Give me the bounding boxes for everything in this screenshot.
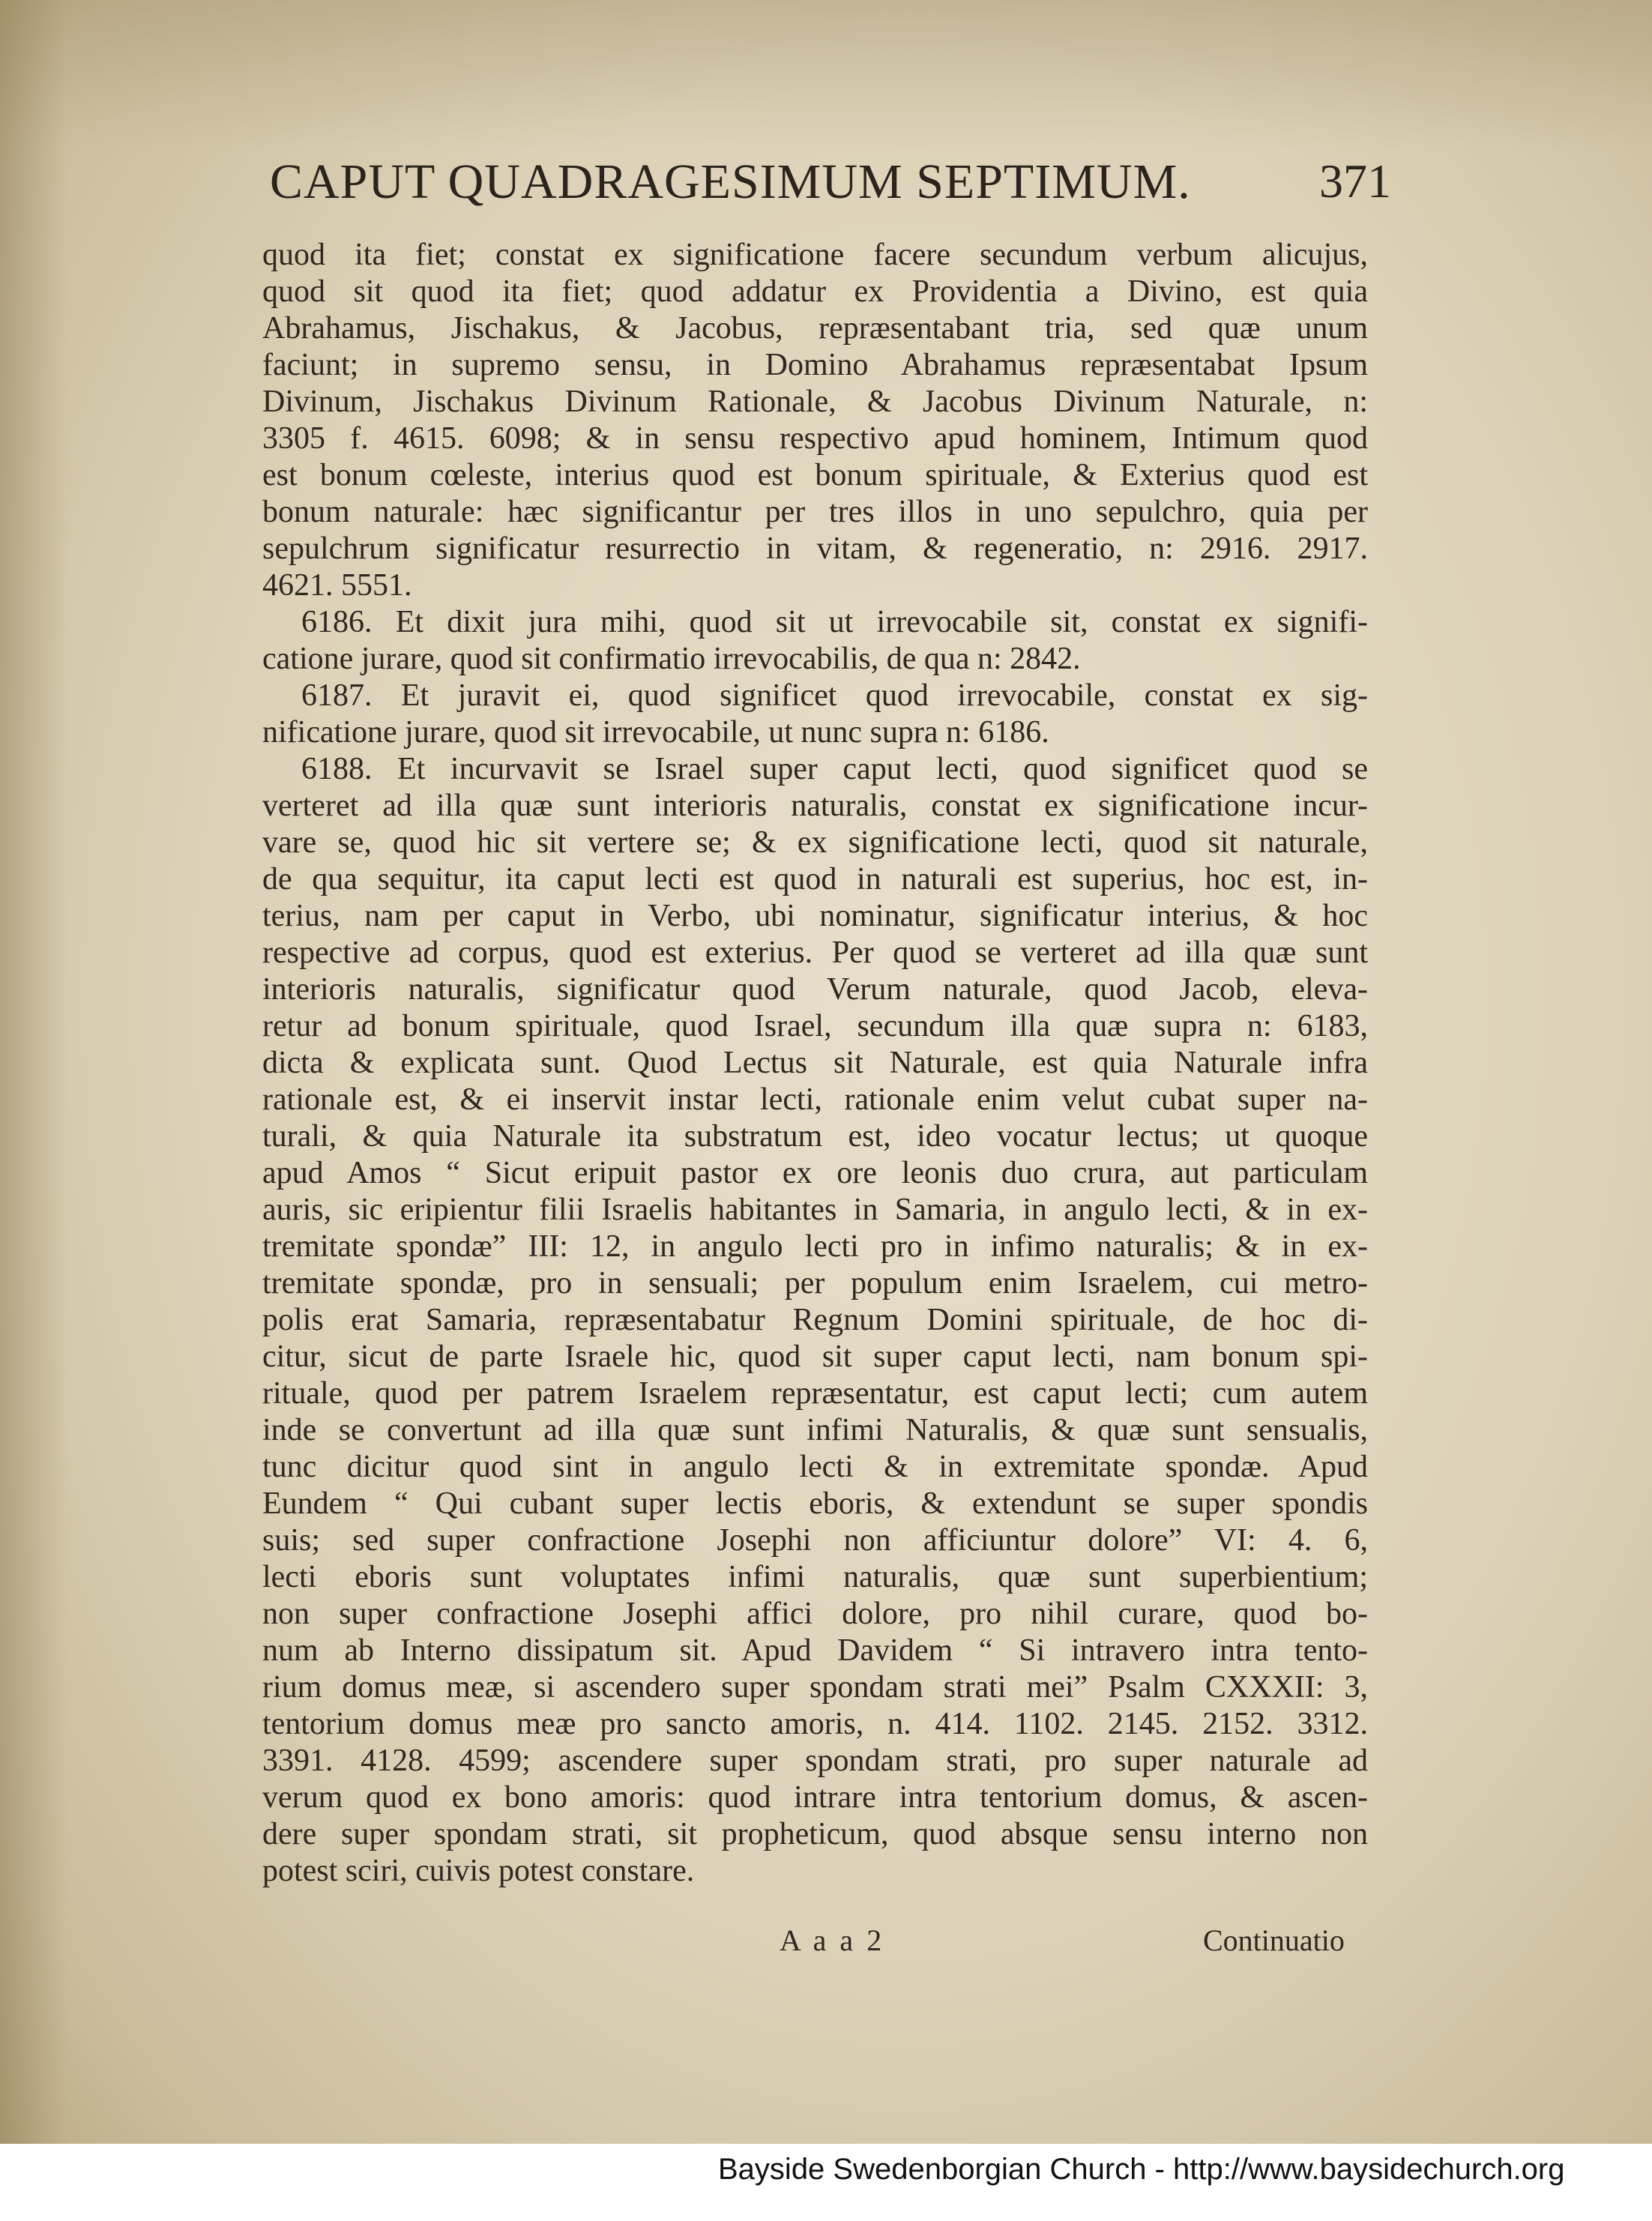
text-line: nificatione jurare, quod sit irrevocabile, ut nunc supra n: 6186. bbox=[262, 715, 1049, 750]
text-line: retur ad bonum spirituale, quod Israel, secundum illa quæ supra n: 6183, bbox=[262, 1009, 1368, 1043]
text-line: polis erat Samaria, repræsentabatur Regnum Domini spirituale, de hoc di- bbox=[262, 1303, 1368, 1337]
text-line: Abrahamus, Jischakus, & Jacobus, repræsentabant tria, sed quæ unum bbox=[262, 311, 1368, 346]
watermark-text: Bayside Swedenborgian Church - http://www.baysidechurch.org bbox=[718, 2153, 1565, 2186]
text-line: dicta & explicata sunt. Quod Lectus sit Naturale, est quia Naturale infra bbox=[262, 1046, 1368, 1080]
body-text bbox=[262, 237, 1368, 1890]
text-line: terius, nam per caput in Verbo, ubi nominatur, significatur interius, & hoc bbox=[262, 899, 1368, 933]
text-line: inde se convertunt ad illa quæ sunt infimi Naturalis, & quæ sunt sensualis, bbox=[262, 1413, 1368, 1447]
text-line: Eundem “ Qui cubant super lectis eboris, & extendunt se super spondis bbox=[262, 1486, 1368, 1521]
text-line: citur, sicut de parte Israele hic, quod sit super caput lecti, nam bonum spi- bbox=[262, 1339, 1368, 1374]
catchword: Continuatio bbox=[1203, 1923, 1345, 1957]
text-line: tentorium domus meæ pro sancto amoris, n. 414. 1102. 2145. 2152. 3312. bbox=[262, 1707, 1368, 1741]
text-line: verteret ad illa quæ sunt interioris naturalis, constat ex significatione incur- bbox=[262, 789, 1368, 823]
text-line: bonum naturale: hæc significantur per tres illos in uno sepulchro, quia per bbox=[262, 495, 1368, 529]
page-shadow-left bbox=[0, 0, 67, 2221]
text-line: tremitate spondæ” III: 12, in angulo lecti pro in infimo naturalis; & in ex- bbox=[262, 1229, 1368, 1264]
text-line: num ab Interno dissipatum sit. Apud Davidem “ Si intravero intra tento- bbox=[262, 1633, 1368, 1668]
text-line: interioris naturalis, significatur quod Verum naturale, quod Jacob, eleva- bbox=[262, 972, 1368, 1007]
text-line: dere super spondam strati, sit propheticum, quod absque sensu interno non bbox=[262, 1817, 1368, 1851]
text-line: Divinum, Jischakus Divinum Rationale, & Jacobus Divinum Naturale, n: bbox=[262, 385, 1368, 419]
running-title: CAPUT QUADRAGESIMUM SEPTIMUM. bbox=[270, 154, 1191, 209]
text-line: quod sit quod ita fiet; quod addatur ex Providentia a Divino, est quia bbox=[262, 274, 1368, 309]
page-number: 371 bbox=[1319, 154, 1391, 208]
text-line: tremitate spondæ, pro in sensuali; per populum enim Israelem, cui metro- bbox=[262, 1266, 1368, 1301]
text-line: quod ita fiet; constat ex significatione facere secundum verbum alicujus, bbox=[262, 238, 1368, 272]
text-line: rationale est, & ei inservit instar lecti, rationale enim velut cubat super na- bbox=[262, 1082, 1368, 1117]
text-line: 3391. 4128. 4599; ascendere super spondam strati, pro super naturale ad bbox=[262, 1744, 1368, 1778]
text-line: auris, sic eripientur filii Israelis habitantes in Samaria, in angulo lecti, & in ex- bbox=[262, 1193, 1368, 1227]
text-line: lecti eboris sunt voluptates infimi naturalis, quæ sunt superbientium; bbox=[262, 1560, 1368, 1594]
text-line: potest sciri, cuivis potest constare. bbox=[262, 1854, 695, 1888]
paragraph-6188-line: 6188. Et incurvavit se Israel super caput lecti, quod significet quod se bbox=[301, 752, 1368, 786]
text-line: turali, & quia Naturale ita substratum est, ideo vocatur lectus; ut quoque bbox=[262, 1119, 1368, 1154]
paragraph-6186-line: 6186. Et dixit jura mihi, quod sit ut irrevocabile sit, constat ex signifi- bbox=[301, 605, 1368, 639]
text-line: suis; sed super confractione Josephi non afficiuntur dolore” VI: 4. 6, bbox=[262, 1523, 1368, 1558]
text-line: est bonum cœleste, interius quod est bonum spirituale, & Exterius quod est bbox=[262, 458, 1368, 492]
text-line: non super confractione Josephi affici dolore, pro nihil curare, quod bo- bbox=[262, 1597, 1368, 1631]
text-line: apud Amos “ Sicut eripuit pastor ex ore leonis duo crura, aut particulam bbox=[262, 1156, 1368, 1190]
text-line: vare se, quod hic sit vertere se; & ex significatione lecti, quod sit naturale, bbox=[262, 825, 1368, 860]
text-line: respective ad corpus, quod est exterius. Per quod se verteret ad illa quæ sunt bbox=[262, 935, 1368, 970]
text-line: sepulchrum significatur resurrectio in vitam, & regeneratio, n: 2916. 2917. bbox=[262, 531, 1368, 566]
text-line: catione jurare, quod sit confirmatio irrevocabilis, de qua n: 2842. bbox=[262, 642, 1081, 676]
text-line: tunc dicitur quod sint in angulo lecti & in extremitate spondæ. Apud bbox=[262, 1450, 1368, 1484]
signature-mark: A a a 2 bbox=[780, 1923, 885, 1957]
page-shadow-top bbox=[0, 0, 1652, 150]
paragraph-6187-line: 6187. Et juravit ei, quod significet quod irrevocabile, constat ex sig- bbox=[301, 678, 1368, 713]
text-line: rituale, quod per patrem Israelem repræsentatur, est caput lecti; cum autem bbox=[262, 1376, 1368, 1411]
text-line: rium domus meæ, si ascendero super spondam strati mei” Psalm CXXXII: 3, bbox=[262, 1670, 1368, 1705]
text-line: de qua sequitur, ita caput lecti est quod in naturali est superius, hoc est, in- bbox=[262, 862, 1368, 896]
text-line: 3305 f. 4615. 6098; & in sensu respectivo apud hominem, Intimum quod bbox=[262, 421, 1368, 456]
text-line: 4621. 5551. bbox=[262, 568, 412, 603]
text-line: verum quod ex bono amoris: quod intrare intra tentorium domus, & ascen- bbox=[262, 1780, 1368, 1815]
text-line: faciunt; in supremo sensu, in Domino Abrahamus repræsentabat Ipsum bbox=[262, 348, 1368, 382]
